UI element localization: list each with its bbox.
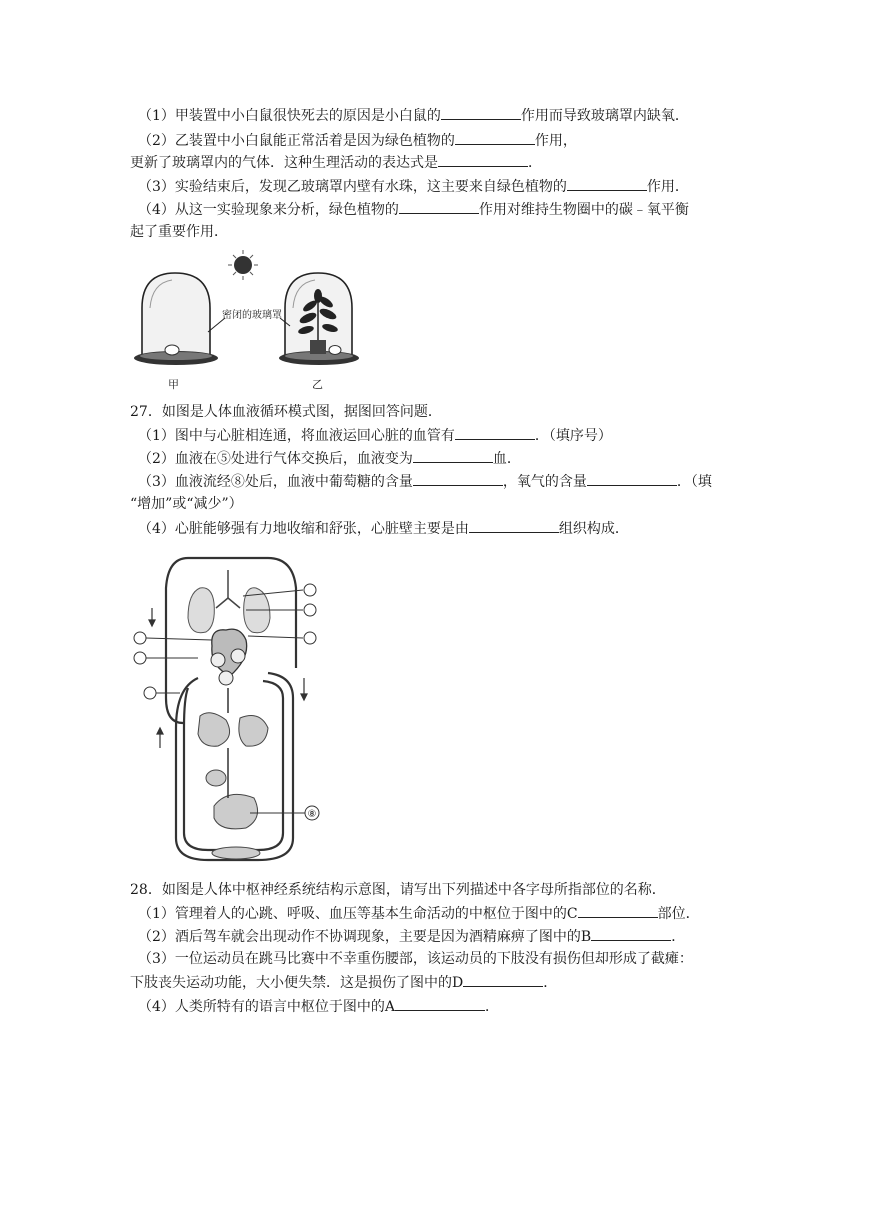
q26-line-6-text: 起了重要作用． bbox=[130, 224, 228, 240]
q28-line-3 bbox=[138, 949, 693, 969]
q28-line-2-text: （2）酒后驾车就会出现动作不协调现象，主要是因为酒精麻痹了图中的B bbox=[138, 929, 592, 945]
q27-line-3-mid: ，氧气的含量 bbox=[502, 474, 587, 490]
jar-label-left: 甲 bbox=[168, 378, 179, 391]
q27-line-4 bbox=[130, 494, 243, 514]
q27-line-1-tail: ．（填序号） bbox=[534, 428, 612, 444]
q28-title-text: 28．如图是人体中枢神经系统结构示意图，请写出下列描述中各字母所指部位的名称． bbox=[130, 882, 666, 898]
blood-circulation-diagram bbox=[128, 548, 328, 870]
q28-title bbox=[130, 880, 666, 900]
answer-blank[interactable] bbox=[413, 448, 493, 463]
q27-line-3-text: （3）血液流经⑧处后，血液中葡萄糖的含量 bbox=[138, 474, 413, 490]
q26-line-2 bbox=[138, 130, 577, 151]
answer-blank[interactable] bbox=[567, 176, 647, 191]
q27-line-1-text: （1）图中与心脏相连通，将血液运回心脏的血管有 bbox=[138, 428, 455, 444]
answer-blank[interactable] bbox=[469, 518, 559, 533]
answer-blank[interactable] bbox=[438, 152, 528, 167]
jar-label: 密闭的玻璃罩 bbox=[222, 310, 282, 321]
q26-line-2-text: （2）乙装置中小白鼠能正常活着是因为绿色植物的 bbox=[138, 133, 455, 149]
answer-blank[interactable] bbox=[441, 105, 521, 120]
q26-line-5 bbox=[138, 199, 689, 220]
q26-line-6 bbox=[130, 222, 228, 242]
q28-line-3-text: （3）一位运动员在跳马比赛中不幸重伤腰部，该运动员的下肢没有损伤但却形成了截瘫： bbox=[138, 951, 693, 967]
label-8: ⑧ bbox=[307, 809, 317, 820]
answer-blank[interactable] bbox=[399, 199, 479, 214]
q27-line-5 bbox=[138, 518, 629, 539]
q27-line-2-text: （2）血液在⑤处进行气体交换后，血液变为 bbox=[138, 451, 413, 467]
q26-line-4-text: （3）实验结束后，发现乙玻璃罩内壁有水珠，这主要来自绿色植物的 bbox=[138, 179, 567, 195]
q26-line-1-tail: 作用而导致玻璃罩内缺氧． bbox=[520, 108, 689, 124]
q28-line-4 bbox=[130, 972, 557, 993]
jar-label-right: 乙 bbox=[312, 378, 323, 391]
mouse-icon bbox=[329, 346, 341, 355]
q27-title-text: 27．如图是人体血液循环模式图，据图回答问题． bbox=[130, 404, 442, 420]
q27-line-5-text: （4）心脏能够强有力地收缩和舒张，心脏壁主要是由 bbox=[138, 521, 469, 537]
answer-blank[interactable] bbox=[591, 926, 671, 941]
answer-blank[interactable] bbox=[587, 471, 677, 486]
q26-line-4-tail: 作用． bbox=[646, 179, 689, 195]
q26-line-3 bbox=[130, 152, 542, 173]
right-bell-jar bbox=[279, 273, 359, 365]
q27-line-3 bbox=[138, 471, 712, 492]
q28-line-2 bbox=[138, 926, 685, 947]
q27-line-3-tail: ．（填 bbox=[676, 474, 712, 490]
q27-line-2 bbox=[138, 448, 521, 469]
q27-line-4-text: “增加”或“减少”） bbox=[130, 496, 243, 512]
q28-line-1-text: （1）管理着人的心跳、呼吸、血压等基本生命活动的中枢位于图中的C bbox=[138, 906, 578, 922]
q26-line-1 bbox=[138, 105, 689, 126]
q28-line-1 bbox=[138, 903, 700, 924]
q28-line-5 bbox=[138, 996, 499, 1017]
q27-line-5-tail: 组织构成． bbox=[558, 521, 629, 537]
left-bell-jar bbox=[134, 273, 218, 365]
q28-line-5-text: （4）人类所特有的语言中枢位于图中的A bbox=[138, 999, 396, 1015]
answer-blank[interactable] bbox=[463, 972, 543, 987]
q26-line-2-tail: 作用， bbox=[534, 133, 577, 149]
q26-line-3-tail: ． bbox=[528, 155, 542, 171]
answer-blank[interactable] bbox=[395, 996, 485, 1011]
sun-icon bbox=[228, 250, 258, 280]
mouse-icon bbox=[165, 345, 179, 355]
q28-line-1-tail: 部位． bbox=[657, 906, 700, 922]
answer-blank[interactable] bbox=[455, 130, 535, 145]
q28-line-5-tail: ． bbox=[485, 999, 500, 1015]
q26-line-5-text: （4）从这一实验现象来分析，绿色植物的 bbox=[138, 202, 399, 218]
q28-line-4-tail: ． bbox=[543, 975, 558, 991]
q28-line-4-text: 下肢丧失运动功能，大小便失禁．这是损伤了图中的D bbox=[130, 975, 464, 991]
q26-line-3-text: 更新了玻璃罩内的气体．这种生理活动的表达式是 bbox=[130, 155, 438, 171]
answer-blank[interactable] bbox=[578, 903, 658, 918]
answer-blank[interactable] bbox=[455, 425, 535, 440]
q26-line-5-tail: 作用对维持生物圈中的碳﹣氧平衡 bbox=[478, 202, 689, 218]
bell-jar-figure bbox=[130, 248, 360, 396]
q27-line-1 bbox=[138, 425, 612, 446]
q26-line-1-text: （1）甲装置中小白鼠很快死去的原因是小白鼠的 bbox=[138, 108, 441, 124]
q27-title bbox=[130, 402, 442, 422]
q26-line-4 bbox=[138, 176, 689, 197]
answer-blank[interactable] bbox=[413, 471, 503, 486]
q27-line-2-tail: 血． bbox=[492, 451, 521, 467]
q28-line-2-tail: ． bbox=[671, 929, 686, 945]
